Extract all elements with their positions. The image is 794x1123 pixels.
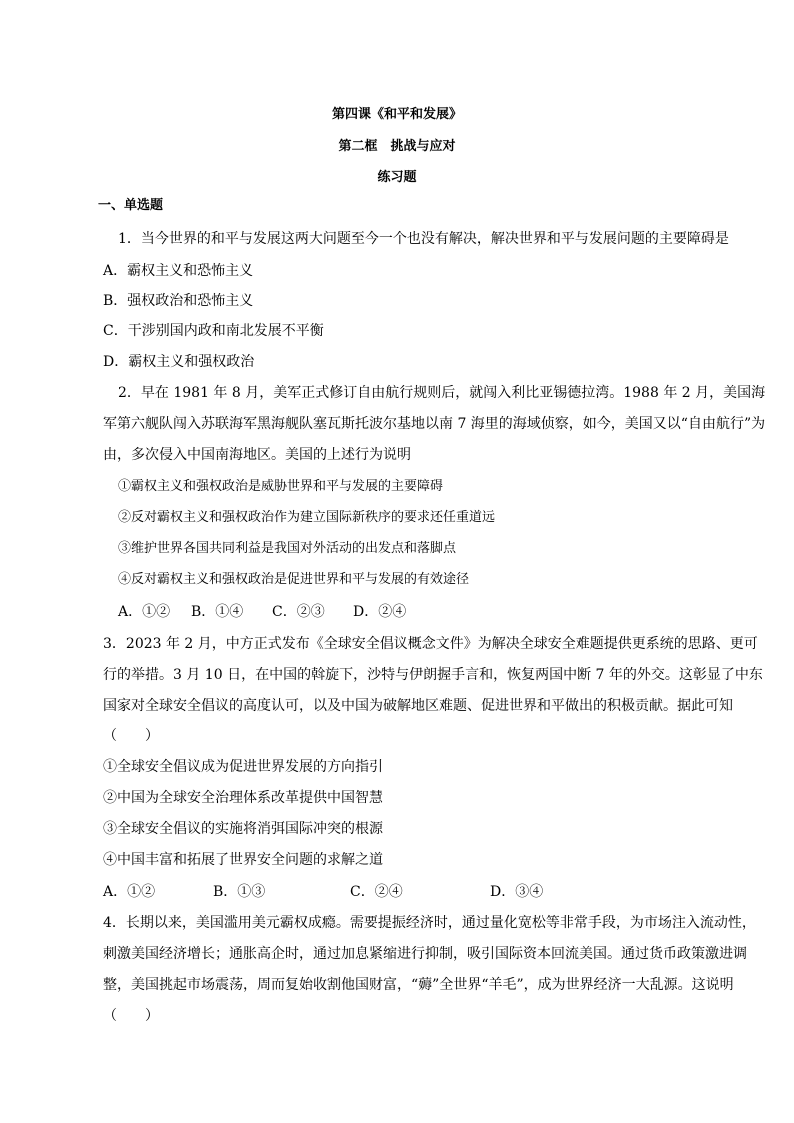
q1-option-b: B．强权政治和恐怖主义	[103, 293, 254, 309]
q2-option-d: D．②④	[353, 604, 407, 620]
lesson-title: 第四课《和平和发展》	[331, 107, 462, 122]
question-2-line-3: 由，多次侵入中国南海地区。美国的上述行为说明	[103, 447, 411, 463]
q2-option-c: C．②③	[272, 604, 325, 620]
frame-title: 第二框 挑战与应对	[338, 139, 456, 154]
q3-statement-4: ④中国丰富和拓展了世界安全问题的求解之道	[103, 852, 383, 868]
question-3-line-3: 国家对全球安全倡议的高度认可，以及中国为破解地区难题、促进世界和平做出的积极贡献。据此可知	[103, 698, 733, 714]
q2-option-b: B．①④	[191, 604, 244, 620]
q3-statement-2: ②中国为全球安全治理体系改革提供中国智慧	[103, 790, 383, 806]
q3-option-d: D．③④	[490, 884, 544, 900]
q2-statement-4: ④反对霸权主义和强权政治是促进世界和平与发展的有效途径	[118, 572, 470, 587]
question-4-blank: （ ）	[103, 1008, 159, 1024]
section-heading: 一、单选题	[98, 198, 164, 213]
question-2-line-1: 2．早在 1981 年 8 月，美军正式修订自由航行规则后，就闯入利比亚锡德拉湾。1988 年 2 月，美国海	[118, 385, 766, 401]
question-2-line-2: 军第六舰队闯入苏联海军黑海舰队塞瓦斯托波尔基地以南 7 海里的海域侦察，如今，美国又以“自由航行”为	[103, 416, 766, 432]
q2-options	[118, 603, 406, 621]
q2-statement-3: ③维护世界各国共同利益是我国对外活动的出发点和落脚点	[118, 541, 457, 556]
question-4-line-3: 整，美国挑起市场震荡，周而复始收割他国财富，“薅”全世界“羊毛”，成为世界经济一大乱源。这说明	[103, 977, 734, 993]
question-1-stem: 1．当今世界的和平与发展这两大问题至今一个也没有解决，解决世界和平与发展问题的主要障碍是	[118, 231, 729, 247]
q3-statement-1: ①全球安全倡议成为促进世界发展的方向指引	[103, 759, 383, 775]
q1-option-d: D．霸权主义和强权政治	[103, 354, 255, 370]
q2-option-a: A．①②	[118, 604, 171, 620]
question-3-line-1: 3．2023 年 2 月，中方正式发布《全球安全倡议概念文件》为解决全球安全难题提供更系统的思路、更可	[103, 636, 758, 652]
q2-statement-2: ②反对霸权主义和强权政治作为建立国际新秩序的要求还任重道远	[118, 510, 496, 525]
q3-options	[103, 883, 543, 901]
q3-option-a: A．①②	[103, 884, 156, 900]
question-4-line-2: 刺激美国经济增长；通胀高企时，通过加息紧缩进行抑制，吸引国际资本回流美国。通过货币政策激进调	[103, 946, 747, 962]
q1-option-c: C．干涉别国内政和南北发展不平衡	[103, 323, 324, 339]
q1-option-a: A．霸权主义和恐怖主义	[103, 263, 254, 279]
q2-statement-1: ①霸权主义和强权政治是威胁世界和平与发展的主要障碍	[118, 479, 444, 494]
exercise-title: 练习题	[377, 170, 417, 185]
q3-option-c: C．②④	[350, 884, 403, 900]
question-3-line-2: 行的举措。3 月 10 日，在中国的斡旋下，沙特与伊朗握手言和，恢复两国中断 7 年的外交。这彰显了中东	[103, 667, 763, 683]
q3-statement-3: ③全球安全倡议的实施将消弭国际冲突的根源	[103, 821, 383, 837]
question-3-blank: （ ）	[103, 728, 159, 744]
question-4-line-1: 4．长期以来，美国滥用美元霸权成瘾。需要提振经济时，通过量化宽松等非常手段，为市场注入流动性，	[103, 915, 756, 931]
q3-option-b: B．①③	[213, 884, 266, 900]
